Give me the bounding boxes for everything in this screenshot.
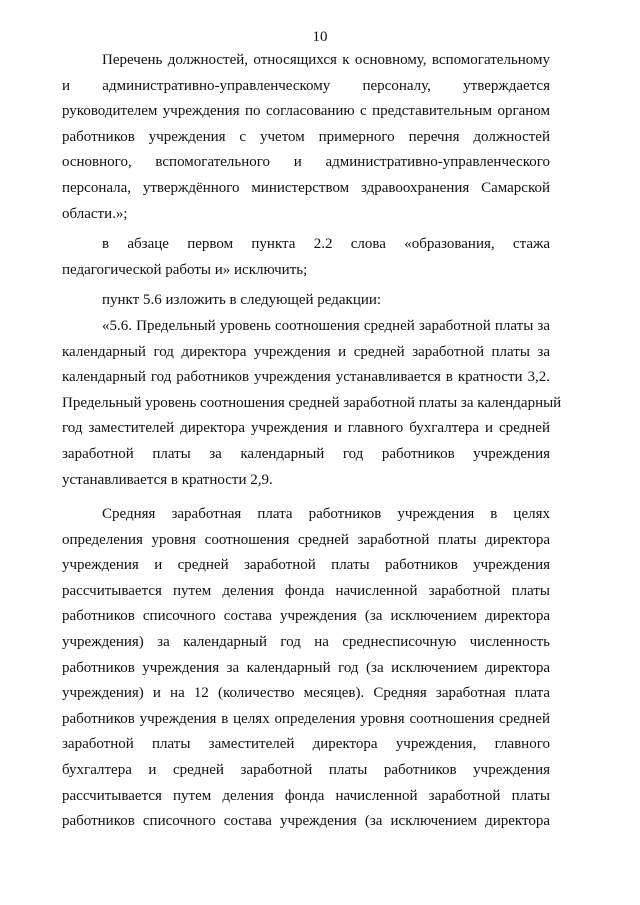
paragraph-clause-5-6 bbox=[62, 314, 562, 493]
text-line: заработной платы за календарный год работников учреждения bbox=[62, 445, 550, 462]
text-line: учреждения) и на 12 (количество месяцев). Средняя заработная плата bbox=[62, 685, 550, 702]
text-line: учреждения и средней заработной платы работников учреждения bbox=[62, 557, 550, 574]
text-line: Предельный уровень соотношения средней заработной платы за календарный bbox=[62, 394, 562, 411]
text-line: Средняя заработная плата работников учреждения в целях bbox=[102, 506, 550, 523]
paragraph-staff-list bbox=[62, 48, 550, 227]
text-line: персонала, утверждённого министерством здравоохранения Самарской bbox=[62, 179, 550, 196]
text-line: календарный год директора учреждения и средней заработной платы за bbox=[62, 343, 550, 360]
text-line: устанавливается в кратности 2,9. bbox=[62, 471, 273, 488]
text-line: календарный год работников учреждения устанавливается в кратности 3,2. bbox=[62, 369, 550, 386]
text-line: определения уровня соотношения средней заработной платы директора bbox=[62, 531, 550, 548]
text-line: бухгалтера и средней заработной платы работников учреждения bbox=[62, 762, 550, 779]
text-line: Перечень должностей, относящихся к основному, вспомогательному bbox=[102, 52, 550, 68]
text-line: работников списочного состава учреждения (за исключением директора bbox=[62, 608, 550, 625]
text-line: педагогической работы и» исключить; bbox=[62, 261, 308, 278]
text-line: пункт 5.6 изложить в следующей редакции: bbox=[102, 292, 382, 309]
text-line: год заместителей директора учреждения и главного бухгалтера и средней bbox=[62, 420, 550, 437]
text-line: учреждения) за календарный год на среднесписочную численность bbox=[62, 634, 550, 651]
paragraph-average-salary bbox=[62, 502, 550, 835]
text-line: в абзаце первом пункта 2.2 слова «образования, стажа bbox=[102, 236, 550, 253]
paragraph-clause-2-2 bbox=[62, 232, 550, 283]
text-line: работников учреждения с учетом примерного перечня должностей bbox=[62, 128, 550, 145]
paragraph-clause-5-6-intro bbox=[62, 288, 550, 314]
text-line: и административно-управленческому персоналу, утверждается bbox=[62, 77, 550, 94]
text-line: заработной платы заместителей директора учреждения, главного bbox=[62, 736, 550, 753]
text-line: рассчитывается путем деления фонда начисленной заработной платы bbox=[62, 787, 550, 804]
text-line: руководителем учреждения по согласованию с представительным органом bbox=[62, 103, 550, 120]
text-line: работников учреждения за календарный год (за исключением директора bbox=[62, 659, 550, 676]
text-line: рассчитывается путем деления фонда начисленной заработной платы bbox=[62, 582, 550, 599]
text-line: «5.6. Предельный уровень соотношения средней заработной платы за bbox=[102, 317, 550, 334]
page-number: 10 bbox=[312, 29, 328, 45]
text-line: основного, вспомогательного и административно-управленческого bbox=[62, 154, 550, 171]
text-line: работников учреждения в целях определения уровня соотношения средней bbox=[62, 710, 550, 727]
text-line: области.»; bbox=[62, 205, 128, 222]
document-body bbox=[62, 48, 562, 835]
text-line: работников списочного состава учреждения (за исключением директора bbox=[62, 813, 550, 830]
